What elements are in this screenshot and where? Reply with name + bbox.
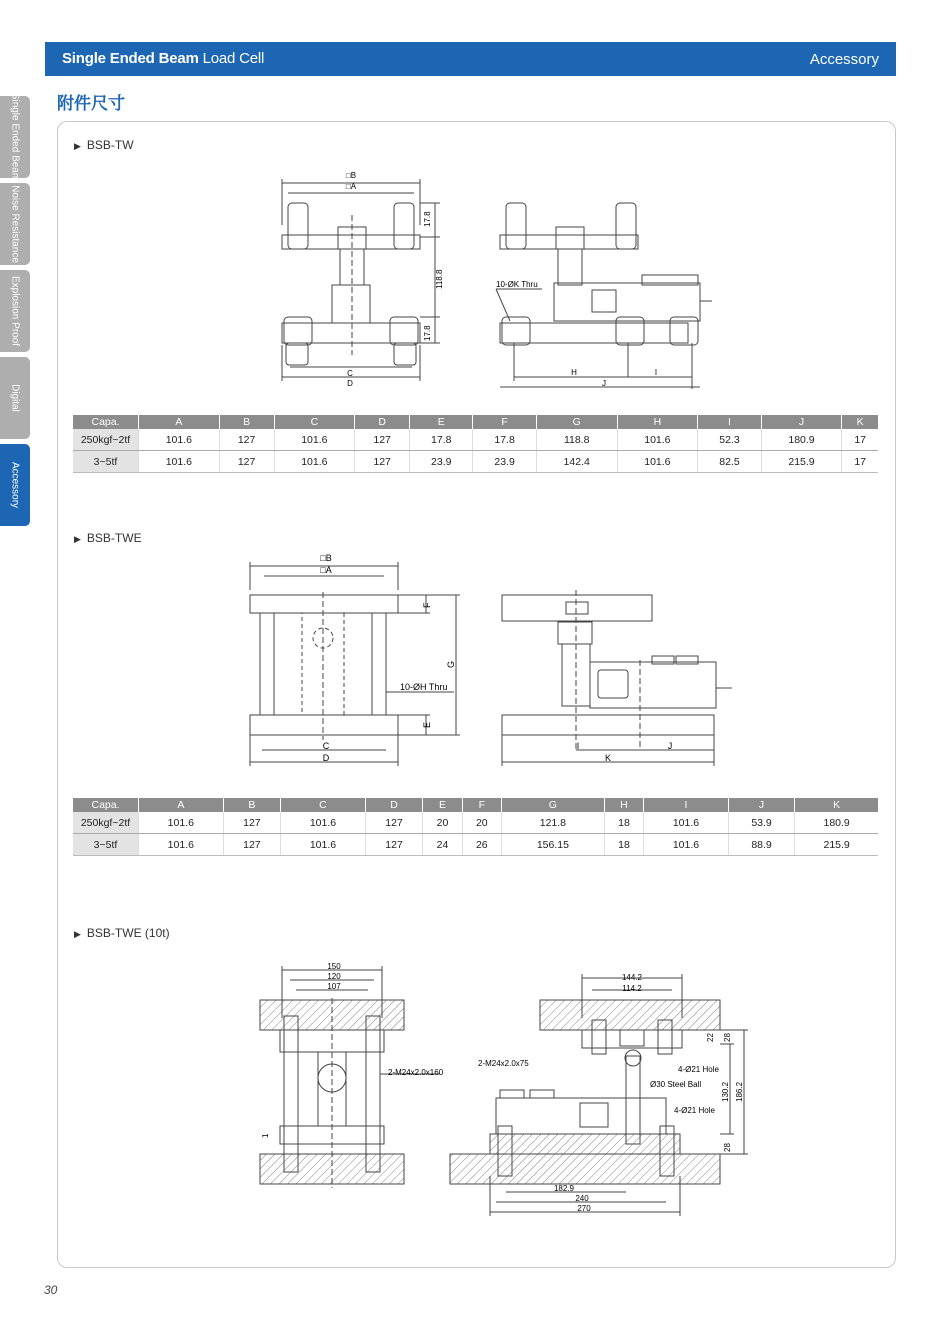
table-cell: 127 xyxy=(223,812,281,834)
table-cell: 180.9 xyxy=(761,429,842,451)
dim-label-e: E xyxy=(422,721,432,728)
table-cell: 101.6 xyxy=(281,834,366,856)
table-cell: 101.6 xyxy=(617,429,698,451)
table-cell: 101.6 xyxy=(139,429,220,451)
table-cell: 127 xyxy=(355,429,410,451)
table-cell: 101.6 xyxy=(139,812,224,834)
dim-label-h: H xyxy=(571,368,577,377)
dim-label-270: 270 xyxy=(577,1204,591,1213)
table-row xyxy=(73,429,878,451)
table-cell: 17 xyxy=(842,429,878,451)
table-cell: 26 xyxy=(462,834,501,856)
table-cell: 18 xyxy=(604,834,643,856)
table-cell: 24 xyxy=(423,834,462,856)
dim-label-j: J xyxy=(602,379,606,388)
table-header: B xyxy=(219,415,274,429)
table-cell: 53.9 xyxy=(728,812,795,834)
table-cell: 180.9 xyxy=(795,812,878,834)
drawing-bsb-twe-10t xyxy=(250,958,750,1220)
table-cell: 127 xyxy=(219,451,274,473)
table-header: J xyxy=(728,798,795,812)
table-cell: 17 xyxy=(842,451,878,473)
dim-label-150: 150 xyxy=(327,962,341,971)
table-cell: 20 xyxy=(462,812,501,834)
dim-label-28b: 28 xyxy=(723,1143,732,1152)
header-section: Accessory xyxy=(809,51,879,68)
dim-label-i: I xyxy=(654,368,658,377)
side-tab-explosion-proof[interactable]: Explosion Proof xyxy=(0,270,30,352)
table-cell: 250kgf~2tf xyxy=(73,429,139,451)
table-header: I xyxy=(698,415,761,429)
table-cell: 17.8 xyxy=(410,429,473,451)
table-header: G xyxy=(536,415,617,429)
dim-label-f1: 17.8 xyxy=(423,211,432,227)
ball-label: Ø30 Steel Ball xyxy=(650,1080,702,1089)
section-title-bsb-tw: ▶ BSB-TW xyxy=(74,138,134,152)
drawing-bsb-twe xyxy=(240,550,750,772)
table-header: C xyxy=(281,798,366,812)
dim-label-144: 144.2 xyxy=(621,973,643,982)
dim-label-g: G xyxy=(446,660,456,668)
table-cell: 20 xyxy=(423,812,462,834)
table-header: H xyxy=(617,415,698,429)
table-cell: 127 xyxy=(223,834,281,856)
dim-label-c: C xyxy=(347,369,353,378)
dim-label-g: 118.8 xyxy=(435,269,444,289)
table-cell: 3~5tf xyxy=(73,451,139,473)
dim-label-a: □A xyxy=(320,565,332,575)
triangle-icon: ▶ xyxy=(74,534,81,544)
dim-label-114: 114.2 xyxy=(622,984,642,993)
table-cell: 127 xyxy=(365,812,423,834)
dim-label-d: D xyxy=(347,379,353,388)
table-header: B xyxy=(223,798,281,812)
table-header: Capa. xyxy=(73,798,139,812)
section-title-bsb-twe: ▶ BSB-TWE xyxy=(74,531,142,545)
page-header xyxy=(45,42,896,76)
dim-label-k: K xyxy=(604,753,612,763)
table-header: G xyxy=(502,798,605,812)
dim-label-b: □B xyxy=(345,171,357,180)
dim-label-186: 186.2 xyxy=(735,1081,744,1102)
table-header: I xyxy=(644,798,729,812)
table-row xyxy=(73,451,878,473)
table-cell: 101.6 xyxy=(139,451,220,473)
table-cell: 23.9 xyxy=(473,451,536,473)
table-cell: 156.15 xyxy=(502,834,605,856)
table-header-row xyxy=(73,415,878,429)
table-header: A xyxy=(139,798,224,812)
table-cell: 101.6 xyxy=(139,834,224,856)
side-tab-noise-resistance[interactable]: Noise Resistance xyxy=(0,183,30,265)
dim-label-120: 120 xyxy=(327,972,341,981)
bolt-label-right: 2-M24x2.0x75 xyxy=(478,1059,529,1068)
table-cell: 127 xyxy=(365,834,423,856)
table-cell: 118.8 xyxy=(536,429,617,451)
table-cell: 127 xyxy=(219,429,274,451)
table-cell: 250kgf~2tf xyxy=(73,812,139,834)
table-cell: 101.6 xyxy=(644,834,729,856)
table-header: E xyxy=(423,798,462,812)
drawing-bsb-tw xyxy=(260,165,730,395)
table-cell: 18 xyxy=(604,812,643,834)
page-subtitle: 附件尺寸 xyxy=(57,94,125,113)
table-header: F xyxy=(473,415,536,429)
table-cell: 101.6 xyxy=(274,429,355,451)
spec-table-bsb-tw xyxy=(73,415,878,473)
table-row xyxy=(73,812,878,834)
hole-label-bottom: 4-Ø21 Hole xyxy=(674,1106,715,1115)
table-cell: 215.9 xyxy=(795,834,878,856)
table-cell: 88.9 xyxy=(728,834,795,856)
table-header: A xyxy=(139,415,220,429)
table-cell: 215.9 xyxy=(761,451,842,473)
side-tab-accessory[interactable]: Accessory xyxy=(0,444,30,526)
table-cell: 101.6 xyxy=(281,812,366,834)
dim-label-182: 182.9 xyxy=(553,1184,575,1193)
table-cell: 121.8 xyxy=(502,812,605,834)
dim-label-c: C xyxy=(322,741,330,751)
table-header: D xyxy=(365,798,423,812)
page-number: 30 xyxy=(44,1283,58,1297)
dim-label-d: D xyxy=(322,753,330,763)
table-cell: 127 xyxy=(355,451,410,473)
hole-label-top: 4-Ø21 Hole xyxy=(678,1065,719,1074)
table-header: F xyxy=(462,798,501,812)
dim-label-a: □A xyxy=(345,182,357,191)
triangle-icon: ▶ xyxy=(74,929,81,939)
table-row xyxy=(73,834,878,856)
spec-table-bsb-twe xyxy=(73,798,878,856)
table-header: C xyxy=(274,415,355,429)
dim-label-22: 22 xyxy=(706,1033,715,1042)
section-title-bsb-twe-10t: ▶ BSB-TWE (10t) xyxy=(74,926,170,940)
side-tab-single-ended-beam[interactable]: Single Ended Beam xyxy=(0,96,30,178)
table-cell: 17.8 xyxy=(473,429,536,451)
dim-label-j: J xyxy=(667,741,673,751)
dim-label-b: □B xyxy=(320,553,332,563)
table-header: H xyxy=(604,798,643,812)
table-header: J xyxy=(761,415,842,429)
bolt-label-left: 2-M24x2.0x160 xyxy=(388,1068,444,1077)
dim-label-f2: 17.8 xyxy=(423,325,432,341)
table-cell: 82.5 xyxy=(698,451,761,473)
table-cell: 23.9 xyxy=(410,451,473,473)
dim-label-1: 1 xyxy=(261,1133,270,1138)
dim-label-i: I xyxy=(576,741,580,751)
table-cell: 142.4 xyxy=(536,451,617,473)
dim-label-130: 130.2 xyxy=(721,1081,730,1102)
dim-label-hole: 10-ØH Thru xyxy=(400,682,448,692)
dim-label-107: 107 xyxy=(327,982,341,991)
table-header: K xyxy=(795,798,878,812)
dim-label-240: 240 xyxy=(575,1194,589,1203)
triangle-icon: ▶ xyxy=(74,141,81,151)
table-header: K xyxy=(842,415,878,429)
side-tab-digital[interactable]: Digital xyxy=(0,357,30,439)
dim-label-hole: 10-ØK Thru xyxy=(496,280,538,289)
table-cell: 101.6 xyxy=(617,451,698,473)
table-header: D xyxy=(355,415,410,429)
dim-label-28a: 28 xyxy=(723,1033,732,1042)
table-header: E xyxy=(410,415,473,429)
table-cell: 3~5tf xyxy=(73,834,139,856)
table-cell: 101.6 xyxy=(644,812,729,834)
table-cell: 101.6 xyxy=(274,451,355,473)
table-header-row xyxy=(73,798,878,812)
header-title: Single Ended Beam Load Cell xyxy=(62,50,265,67)
dim-label-f: F xyxy=(422,602,432,608)
table-header: Capa. xyxy=(73,415,139,429)
table-cell: 52.3 xyxy=(698,429,761,451)
